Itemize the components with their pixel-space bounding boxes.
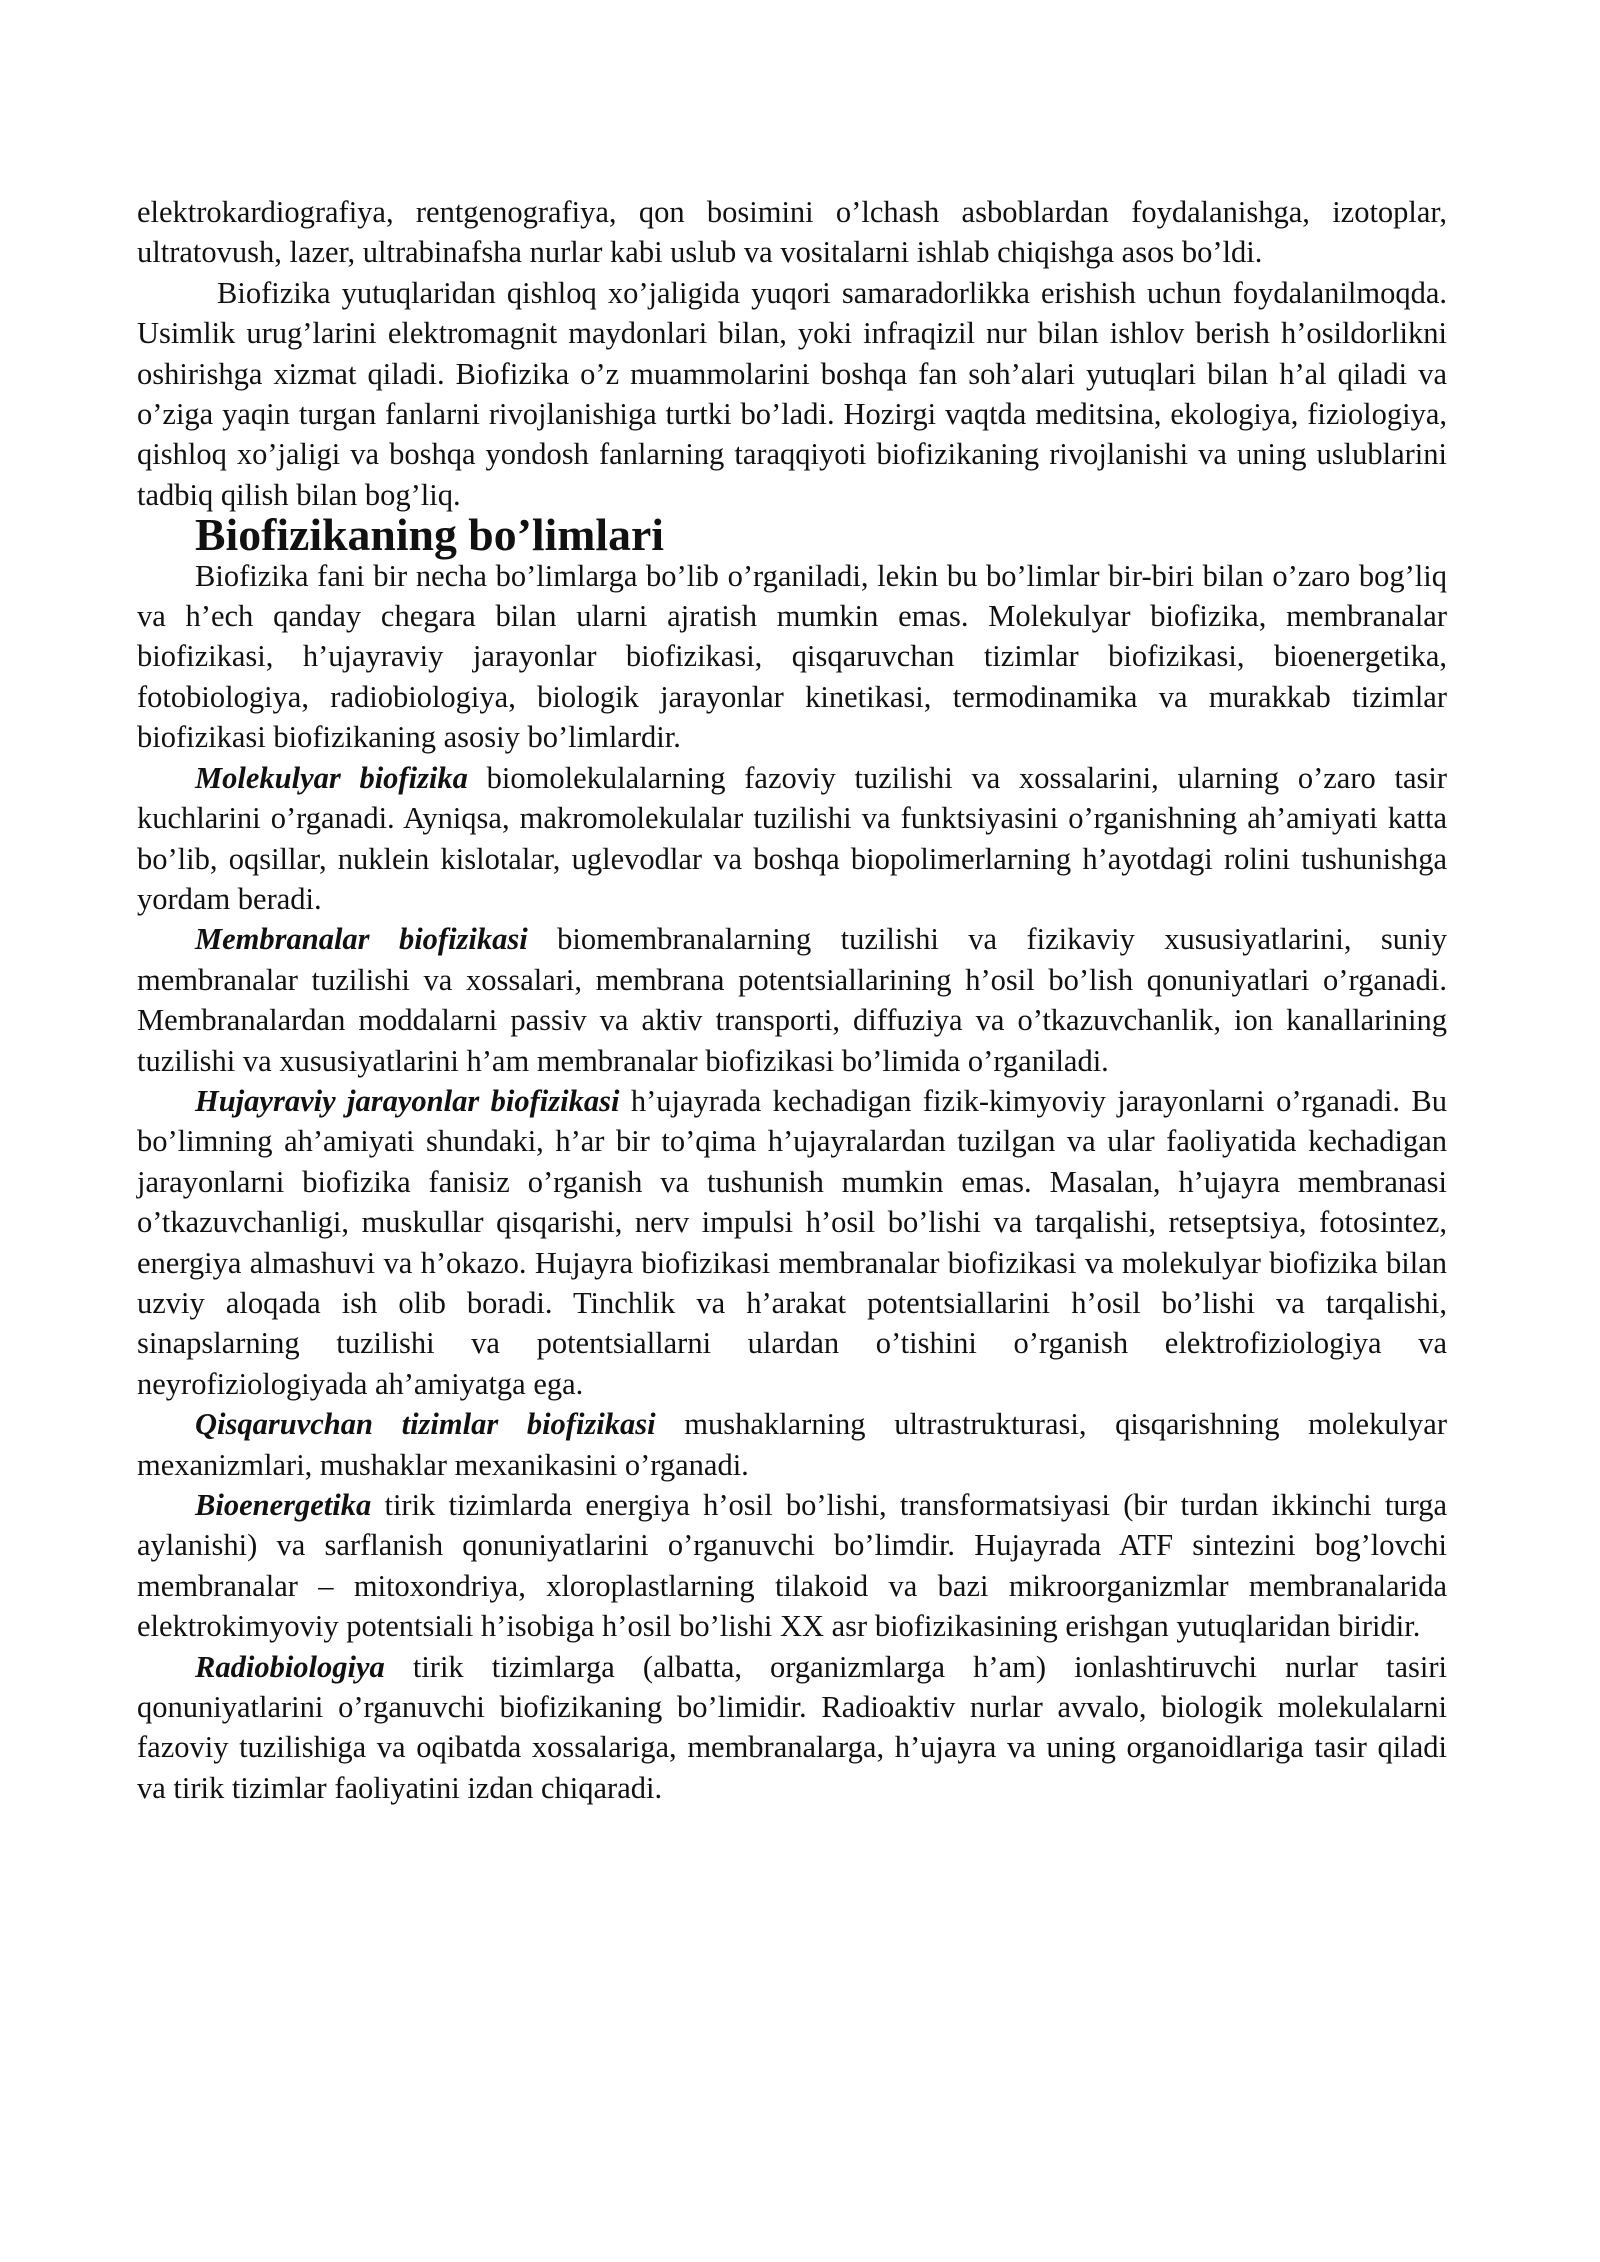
paragraph-intro: Biofizika fani bir necha bo’limlarga bo’lib o’rganiladi, lekin bu bo’limlar bir-biri bilan o’zaro bog’liq va h’ech qanday chegara bilan ularni ajratish mumkin emas. Molekulyar biofizika, membranalar biofizikasi, h’ujayraviy jarayonlar biofizikasi, qisqaruvchan tizimlar biofizikasi, bioenergetika, fotobiologiya, radiobiologiya, biologik jarayonlar kinetikasi, termodinamika va murakkab tizimlar biofizikasi biofizikaning asosiy bo’limlardir. — [137, 558, 1447, 755]
section-term: Qisqaruvchan tizimlar biofizikasi — [195, 1407, 656, 1442]
section-text: tirik tizimlarga (albatta, organizmlarga h’am) ionlashtiruvchi nurlar tasiri qonuniyatlarini o’rganuvchi biofizikaning bo’limidir. Radioaktiv nurlar avvalo, biologik molekulalarni fazoviy tuzilishiga va oqibatda xossalariga, membranalarga, h’ujayra va uning organoidlariga tasir qiladi va tirik tizimlar faoliyatini izdan chiqaradi. — [137, 1649, 1447, 1805]
paragraph-continuation: elektrokardiografiya, rentgenografiya, qon bosimini o’lchash asboblardan foydalanishga, izotoplar, ultratovush, lazer, ultrabinafsha nurlar kabi uslub va vositalarni ishlab chiqishga asos bo’ldi. — [137, 195, 1447, 270]
section-text: biomembranalarning tuzilishi va fizikaviy xususiyatlarini, suniy membranalar tuzilishi va xossalari, membrana potentsiallarining h’osil bo’lish qonuniyatlari o’rganadi. Membranalardan moddalarni passiv va aktiv transporti, diffuziya va o’tkazuvchanlik, ion kanallarining tuzilishi va xususiyatlarini h’am membranalar biofizikasi bo’limida o’rganiladi. — [137, 922, 1447, 1078]
paragraph-agriculture: Biofizika yutuqlaridan qishloq xo’jaligida yuqori samaradorlikka erishish uchun foydalanilmoqda. Usimlik urug’larini elektromagnit maydonlari bilan, yoki infraqizil nur bilan ishlov berish h’osildorlikni oshirishga xizmat qiladi. Biofizika o’z muammolarini boshqa fan soh’alari yutuqlari bilan h’al qiladi va o’ziga yaqin turgan fanlarni rivojlanishiga turtki bo’ladi. Hozirgi vaqtda meditsina, ekologiya, fiziologiya, qishloq xo’jaligi va boshqa yondosh fanlarning taraqqiyoti biofizikaning rivojlanishi va uning uslublarini tadbiq qilish bilan bog’liq. — [137, 275, 1447, 512]
section-term: Molekulyar biofizika — [195, 760, 468, 795]
section-heading: Biofizikaning bo’limlari — [195, 509, 664, 561]
section-radiobiology — [137, 1647, 1447, 1809]
section-term: Membranalar biofizikasi — [195, 922, 528, 957]
section-text: mushaklarning ultrastrukturasi, qisqarishning molekulyar mexanizmlari, mushaklar mexanikasini o’rganadi. — [137, 1407, 1448, 1482]
section-molecular-biophysics — [137, 758, 1447, 920]
document-page — [137, 192, 1447, 1808]
section-membrane-biophysics — [137, 919, 1447, 1081]
section-term: Bioenergetika — [195, 1488, 372, 1522]
section-contractile-systems — [137, 1404, 1447, 1485]
section-term: Radiobiologiya — [195, 1649, 385, 1684]
section-bioenergetics — [137, 1485, 1447, 1647]
section-cellular-biophysics — [137, 1081, 1447, 1404]
section-term: Hujayraviy jarayonlar biofizikasi — [195, 1083, 620, 1118]
section-text: tirik tizimlarda energiya h’osil bo’lishi, transformatsiyasi (bir turdan ikkinchi turga aylanishi) va sarflanish qonuniyatlarini o’rganuvchi bo’limdir. Hujayrada ATF sintezini bog’lovchi membranalar – mitoxondriya, xloroplastlarning tilakoid va bazi mikroorganizmlar membranalarida elektrokimyoviy potentsiali h’isobiga h’osil bo’lishi XX asr biofizikasining erishgan yutuqlaridan biridir. — [137, 1488, 1447, 1644]
section-text: biomolekulalarning fazoviy tuzilishi va xossalarini, ularning o’zaro tasir kuchlarini o’rganadi. Ayniqsa, makromolekulalar tuzilishi va funktsiyasini o’rganishning ah’amiyati katta bo’lib, oqsillar, nuklein kislotalar, uglevodlar va boshqa biopolimerlarning h’ayotdagi rolini tushunishga yordam beradi. — [137, 760, 1447, 916]
section-text: h’ujayrada kechadigan fizik-kimyoviy jarayonlarni o’rganadi. Bu bo’limning ah’amiyati shundaki, h’ar bir to’qima h’ujayralardan tuzilgan va ular faoliyatida kechadigan jarayonlarni biofizika fanisiz o’rganish va tushunish mumkin emas. Masalan, h’ujayra membranasi o’tkazuvchanligi, muskullar qisqarishi, nerv impulsi h’osil bo’lishi va tarqalishi, retseptsiya, fotosintez, energiya almashuvi va h’okazo. Hujayra biofizikasi membranalar biofizikasi va molekulyar biofizika bilan uzviy aloqada ish olib boradi. Tinchlik va h’arakat potentsiallarini h’osil bo’lishi va tarqalishi, sinapslarning tuzilishi va potentsiallarni ulardan o’tishini o’rganish elektrofiziologiya va neyrofiziologiyada ah’amiyatga ega. — [137, 1083, 1448, 1401]
